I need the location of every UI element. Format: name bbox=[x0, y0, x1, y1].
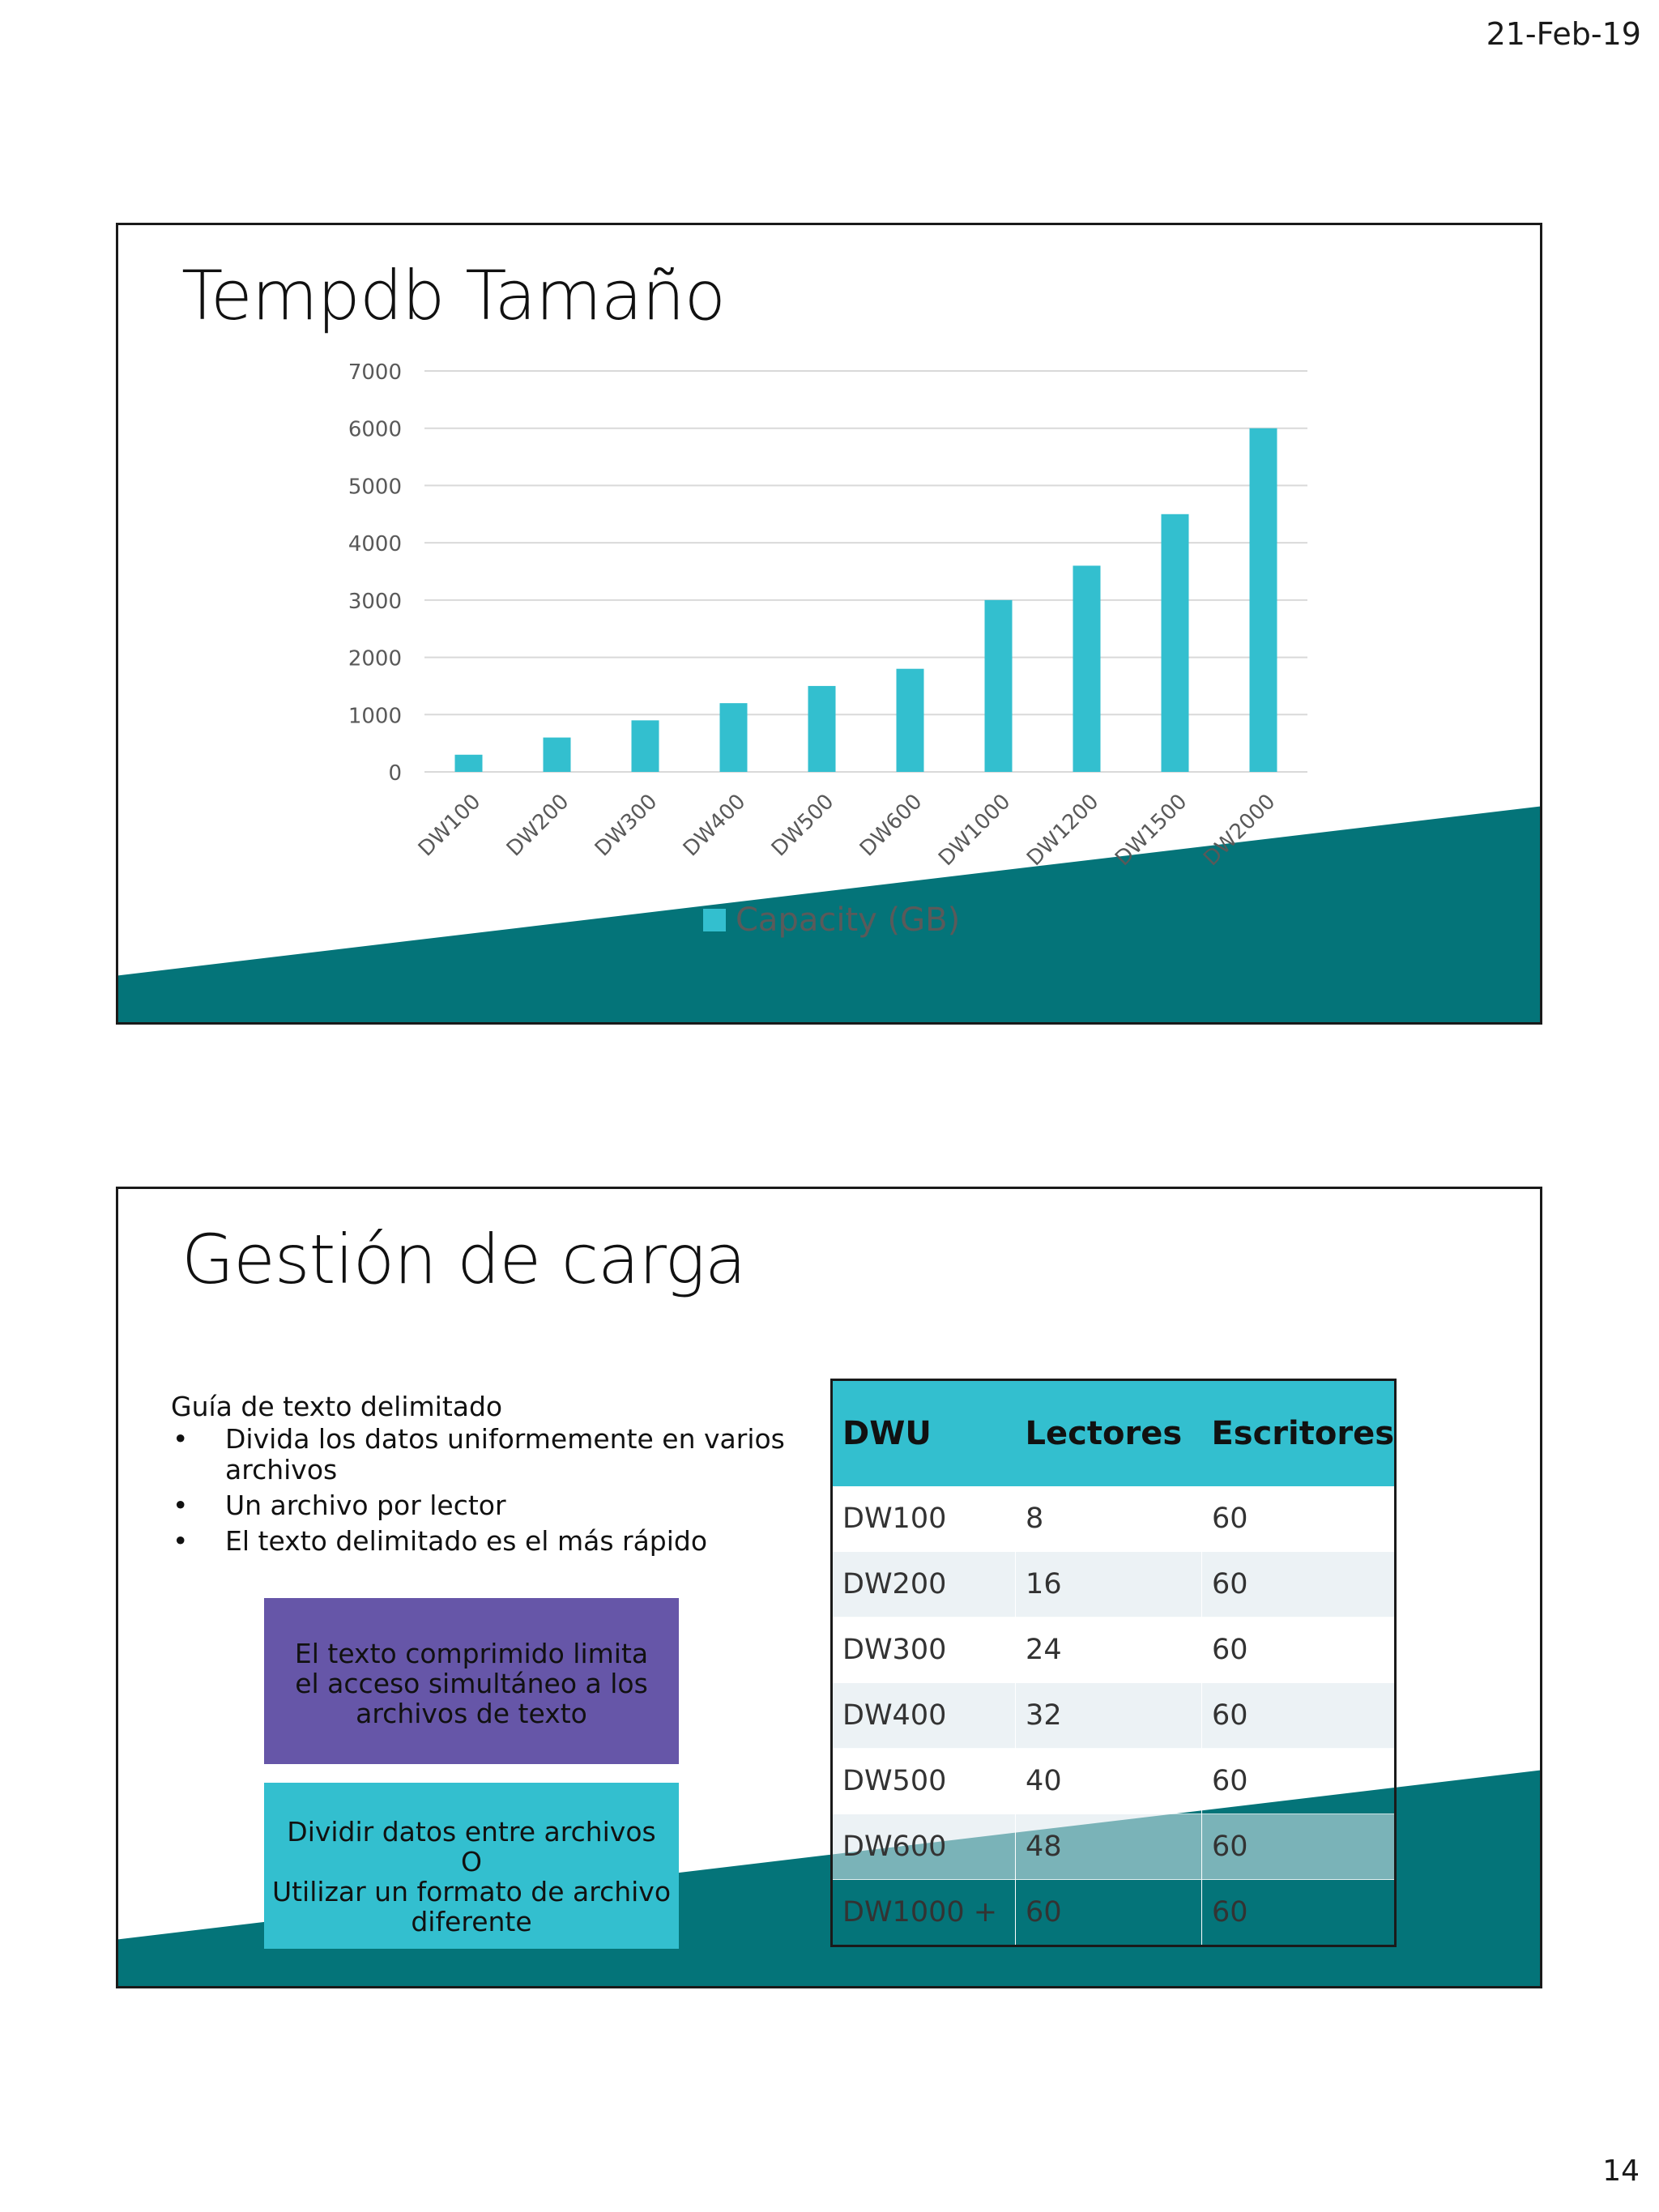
y-tick-label: 3000 bbox=[348, 589, 402, 614]
slide-title: Tempdb Tamaño bbox=[181, 256, 726, 335]
callout-line: Utilizar un formato de archivo diferente bbox=[271, 1876, 672, 1937]
table-cell: DW600 bbox=[832, 1814, 1016, 1880]
page-date: 21-Feb-19 bbox=[1486, 16, 1641, 52]
legend-label: Capacity (GB) bbox=[736, 901, 961, 939]
page-number: 14 bbox=[1602, 2154, 1640, 2188]
column-header-writers: Escritores bbox=[1201, 1380, 1395, 1487]
bar-dw1500 bbox=[1162, 514, 1189, 772]
x-tick-label: DW400 bbox=[678, 789, 751, 862]
bar-dw400 bbox=[720, 703, 748, 772]
y-tick-label: 0 bbox=[388, 761, 402, 786]
table-cell: 60 bbox=[1201, 1683, 1395, 1749]
table-row bbox=[832, 1749, 1396, 1814]
x-tick-label: DW600 bbox=[855, 789, 928, 862]
slide-load-management bbox=[116, 1187, 1542, 1988]
slide-title: Gestión de carga bbox=[181, 1220, 746, 1299]
bullet-item: • Divida los datos uniformemente en varios archivos bbox=[171, 1424, 787, 1485]
table-cell: 48 bbox=[1016, 1814, 1202, 1880]
table-cell: DW200 bbox=[832, 1552, 1016, 1617]
legend-swatch bbox=[703, 909, 726, 931]
chart-legend bbox=[703, 901, 960, 939]
y-tick-label: 5000 bbox=[348, 475, 402, 500]
table-cell: 8 bbox=[1016, 1486, 1202, 1552]
guide-bullet-list bbox=[171, 1424, 787, 1557]
table-row bbox=[832, 1617, 1396, 1683]
table-cell: DW500 bbox=[832, 1749, 1016, 1814]
bar-dw200 bbox=[544, 738, 571, 772]
column-header-dwu: DWU bbox=[832, 1380, 1016, 1487]
x-tick-label: DW1200 bbox=[1022, 789, 1104, 872]
dwu-readers-writers-table bbox=[830, 1379, 1397, 1947]
table-cell: 60 bbox=[1016, 1880, 1202, 1946]
x-tick-label: DW200 bbox=[501, 789, 574, 862]
x-tick-label: DW1000 bbox=[934, 789, 1016, 872]
slide-tempdb-size bbox=[116, 223, 1542, 1025]
table-cell: 60 bbox=[1201, 1486, 1395, 1552]
table-cell: 32 bbox=[1016, 1683, 1202, 1749]
table-row bbox=[832, 1552, 1396, 1617]
bullet-item: • Un archivo por lector bbox=[171, 1490, 787, 1521]
bullet-item: • El texto delimitado es el más rápido bbox=[171, 1526, 787, 1557]
bar-dw100 bbox=[455, 755, 483, 772]
table-cell: DW1000 + bbox=[832, 1880, 1016, 1946]
x-tick-label: DW300 bbox=[590, 789, 663, 862]
y-tick-label: 4000 bbox=[348, 532, 402, 557]
y-tick-label: 6000 bbox=[348, 417, 402, 442]
table-header-row bbox=[832, 1380, 1396, 1487]
table-cell: 40 bbox=[1016, 1749, 1202, 1814]
column-header-readers: Lectores bbox=[1016, 1380, 1202, 1487]
table-cell: 24 bbox=[1016, 1617, 1202, 1683]
guide-heading: Guía de texto delimitado bbox=[171, 1391, 503, 1422]
bar-dw1000 bbox=[985, 600, 1013, 772]
table-cell: 60 bbox=[1201, 1749, 1395, 1814]
bar-dw300 bbox=[632, 720, 659, 772]
y-tick-label: 1000 bbox=[348, 704, 402, 729]
callout-line: Dividir datos entre archivos bbox=[287, 1816, 656, 1848]
bar-dw1200 bbox=[1073, 565, 1101, 772]
y-tick-label: 7000 bbox=[348, 360, 402, 385]
bar-dw500 bbox=[808, 686, 836, 772]
table-cell: 60 bbox=[1201, 1617, 1395, 1683]
table-cell: DW300 bbox=[832, 1617, 1016, 1683]
table-cell: 60 bbox=[1201, 1552, 1395, 1617]
callout-text: El texto comprimido limita el acceso simultáneo a los archivos de texto bbox=[294, 1638, 649, 1729]
delimited-text-guide bbox=[171, 1392, 787, 1562]
table-cell: 60 bbox=[1201, 1880, 1395, 1946]
bar-dw2000 bbox=[1250, 428, 1277, 772]
x-tick-label: DW2000 bbox=[1199, 789, 1281, 872]
table-row bbox=[832, 1814, 1396, 1880]
x-tick-label: DW100 bbox=[413, 789, 486, 862]
table-cell: 16 bbox=[1016, 1552, 1202, 1617]
x-tick-label: DW1500 bbox=[1111, 789, 1192, 872]
table-row bbox=[832, 1683, 1396, 1749]
y-tick-label: 2000 bbox=[348, 646, 402, 671]
split-data-callout bbox=[264, 1783, 679, 1949]
table-cell: 60 bbox=[1201, 1814, 1395, 1880]
x-tick-label: DW500 bbox=[766, 789, 839, 862]
table-cell: DW400 bbox=[832, 1683, 1016, 1749]
table-cell: DW100 bbox=[832, 1486, 1016, 1552]
table-row bbox=[832, 1486, 1396, 1552]
table-row bbox=[832, 1880, 1396, 1946]
bar-dw600 bbox=[897, 669, 924, 772]
callout-line: O bbox=[461, 1846, 482, 1877]
compressed-text-callout bbox=[264, 1598, 679, 1764]
